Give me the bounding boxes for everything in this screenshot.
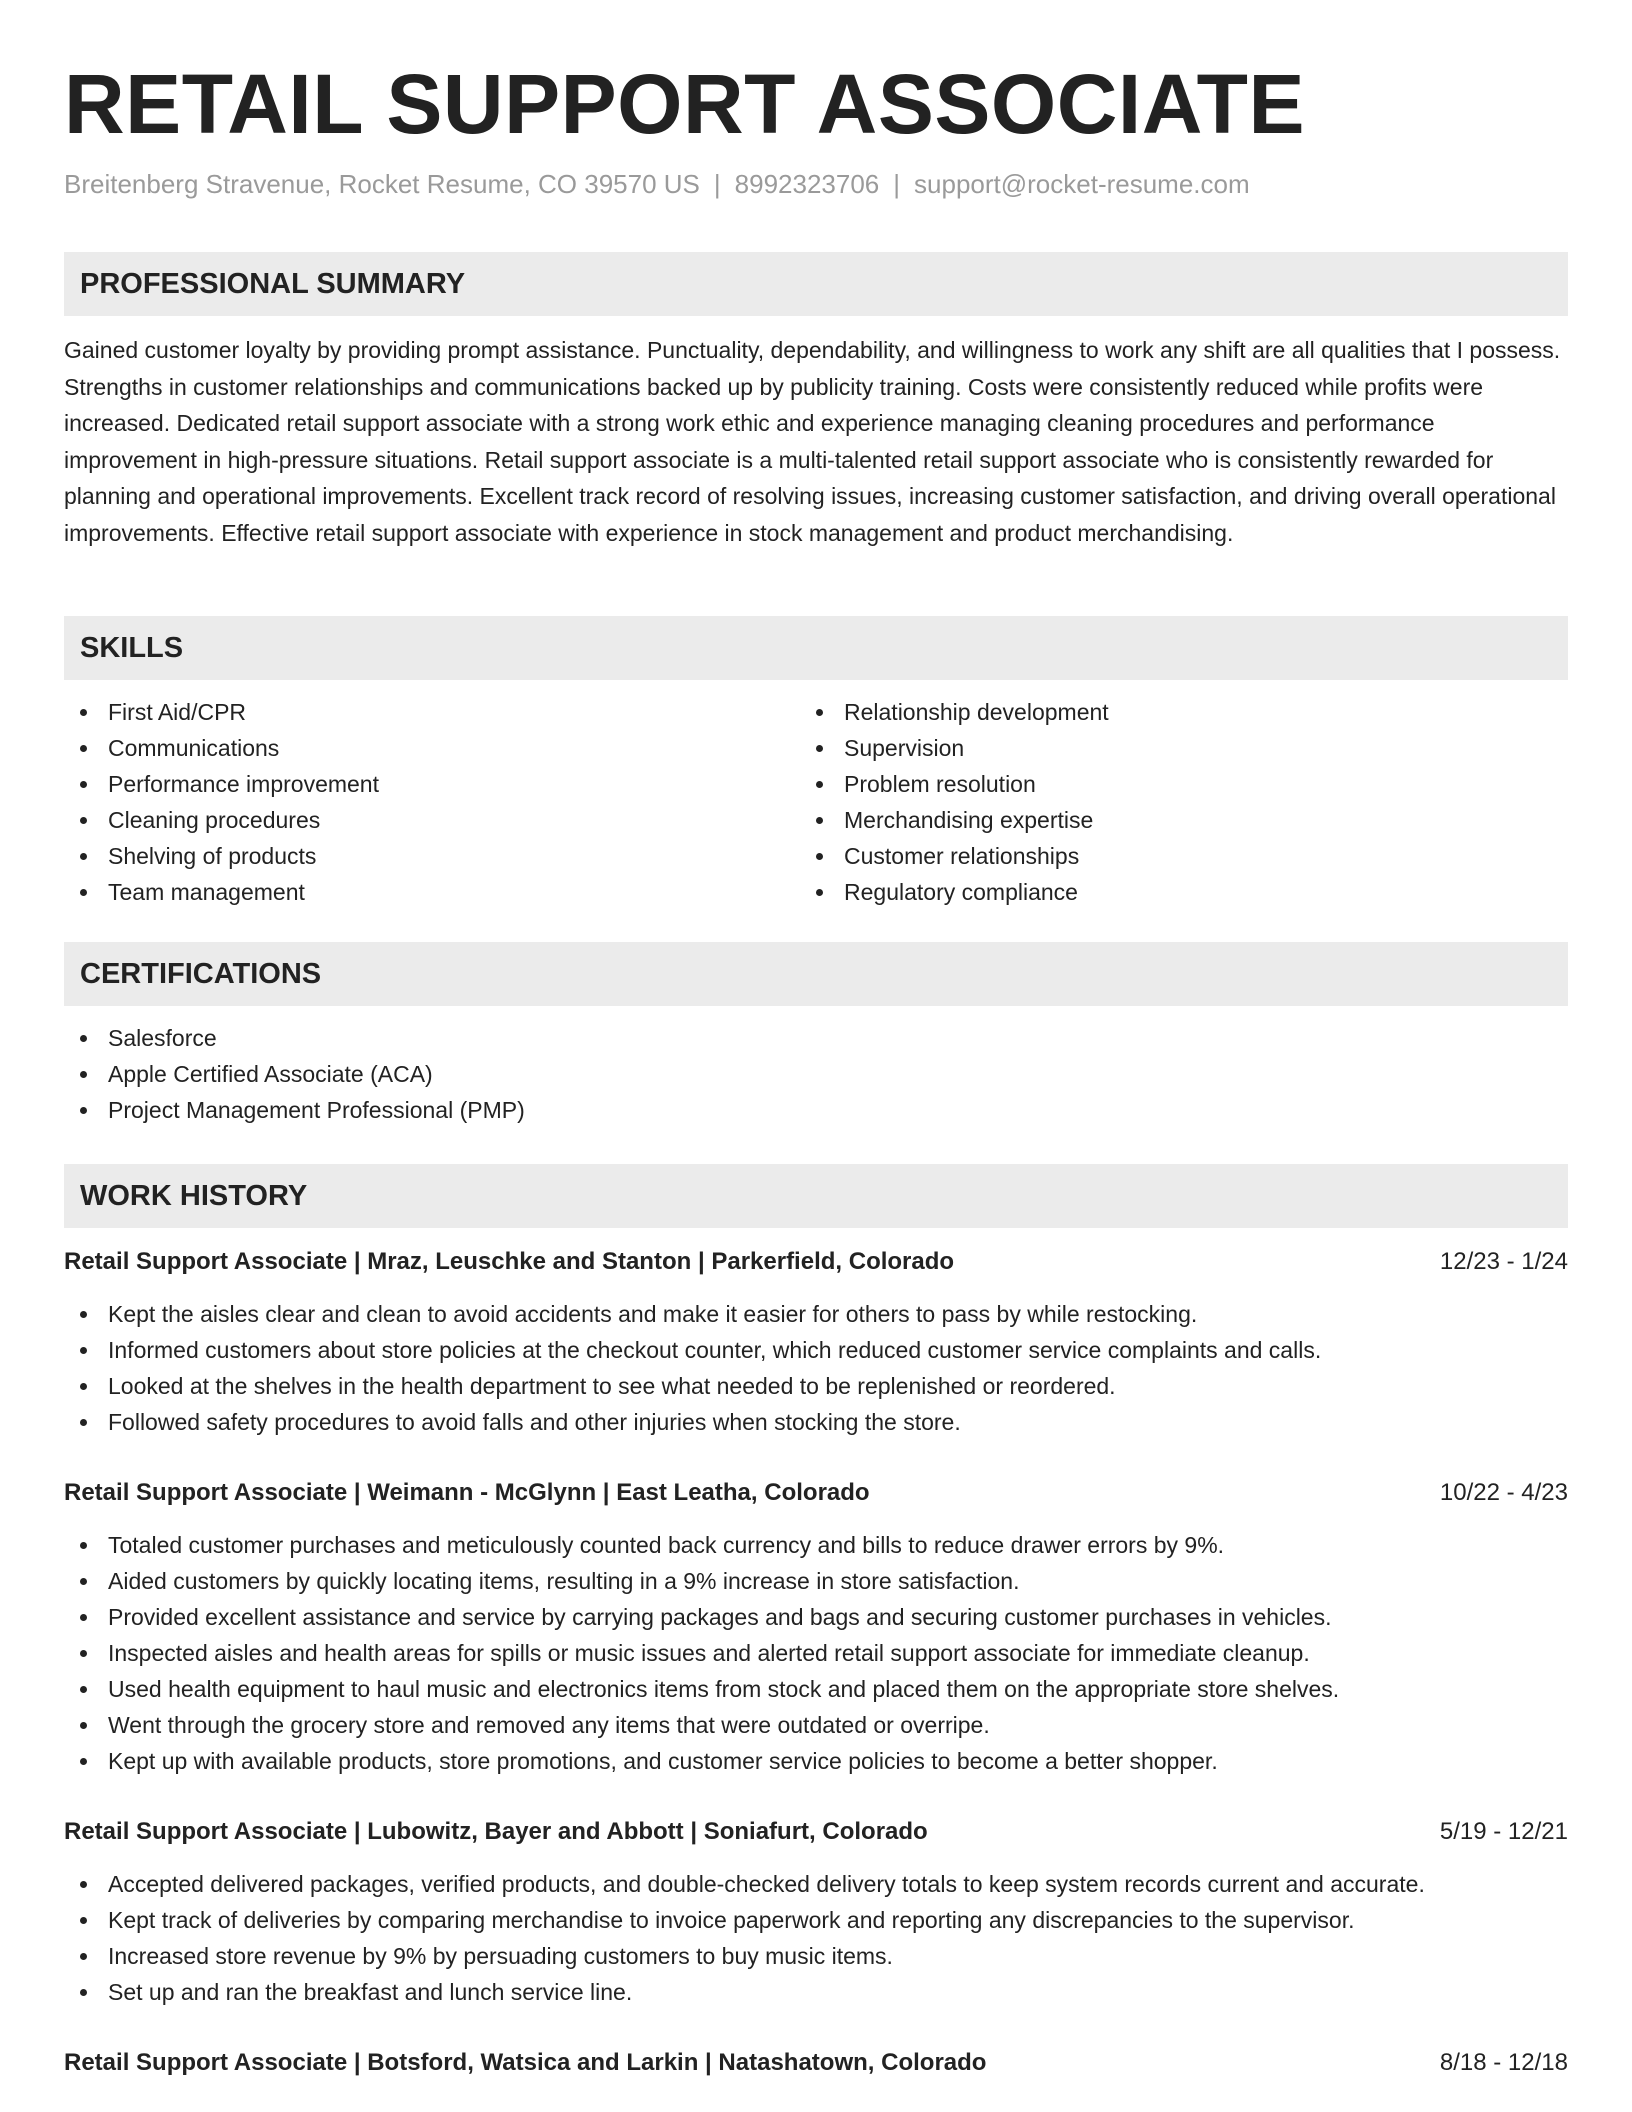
job-bullet: Informed customers about store policies at the checkout counter, which reduced customer service complaints and calls. <box>64 1332 1321 1368</box>
skill-item: Problem resolution <box>800 766 1109 802</box>
job-bullet: Totaled customer purchases and meticulously counted back currency and bills to reduce drawer errors by 9%. <box>64 1527 1339 1563</box>
job-bullet: Looked at the shelves in the health department to see what needed to be replenished or reordered. <box>64 1368 1321 1404</box>
certification-item: Salesforce <box>64 1020 525 1056</box>
certifications-list <box>64 1020 525 1128</box>
job-bullet: Provided excellent assistance and service by carrying packages and bags and securing customer purchases in vehicles. <box>64 1599 1339 1635</box>
resume-name: RETAIL SUPPORT ASSOCIATE <box>64 57 1305 151</box>
job-title: Retail Support Associate | Weimann - McGlynn | East Leatha, Colorado <box>64 1479 870 1506</box>
summary-heading: PROFESSIONAL SUMMARY <box>80 268 466 300</box>
skill-item: Communications <box>64 730 379 766</box>
skills-section-header <box>64 616 1568 680</box>
summary-text: Gained customer loyalty by providing prompt assistance. Punctuality, dependability, and willingness to work any shift are all qualities that I possess. Strengths in customer relationships and communications backed up by publicity training. Costs were consistently reduced while profits were increased. Dedicated retail support associate with a strong work ethic and experience managing cleaning procedures and performance improvement in high-pressure situations. Retail support associate is a multi-talented retail support associate who is consistently rewarded for planning and operational improvements. Excellent track record of resolving issues, increasing customer satisfaction, and driving overall operational improvements. Effective retail support associate with experience in stock management and product merchandising. <box>64 337 1561 546</box>
certifications-heading: CERTIFICATIONS <box>80 958 322 990</box>
job-bullets <box>64 1527 1339 1779</box>
job-bullet: Increased store revenue by 9% by persuading customers to buy music items. <box>64 1938 1425 1974</box>
contact-email[interactable]: support@rocket-resume.com <box>914 169 1250 199</box>
job-bullet: Used health equipment to haul music and electronics items from stock and placed them on the appropriate store shelves. <box>64 1671 1339 1707</box>
skills-heading: SKILLS <box>80 632 184 664</box>
skills-list-right <box>800 694 1109 910</box>
certification-item: Apple Certified Associate (ACA) <box>64 1056 525 1092</box>
work-history-section-header <box>64 1164 1568 1228</box>
job-dates: 12/23 - 1/24 <box>1439 1248 1568 1275</box>
contact-address: Breitenberg Stravenue, Rocket Resume, CO 39570 US <box>64 169 700 199</box>
work-history-heading: WORK HISTORY <box>80 1180 308 1212</box>
skills-list-left <box>64 694 379 910</box>
job-title: Retail Support Associate | Lubowitz, Bayer and Abbott | Soniafurt, Colorado <box>64 1818 928 1845</box>
job-bullet: Set up and ran the breakfast and lunch service line. <box>64 1974 1425 2010</box>
job-bullet: Kept track of deliveries by comparing merchandise to invoice paperwork and reporting any discrepancies to the supervisor. <box>64 1902 1425 1938</box>
certification-item: Project Management Professional (PMP) <box>64 1092 525 1128</box>
certifications-section-header <box>64 942 1568 1006</box>
job-bullet: Kept up with available products, store promotions, and customer service policies to become a better shopper. <box>64 1743 1339 1779</box>
skill-item: Cleaning procedures <box>64 802 379 838</box>
job-bullet: Accepted delivered packages, verified products, and double-checked delivery totals to keep system records current and accurate. <box>64 1866 1425 1902</box>
skill-item: Customer relationships <box>800 838 1109 874</box>
job-bullet: Followed safety procedures to avoid falls and other injuries when stocking the store. <box>64 1404 1321 1440</box>
contact-separator: | <box>713 169 721 199</box>
skill-item: Shelving of products <box>64 838 379 874</box>
skill-item: Merchandising expertise <box>800 802 1109 838</box>
contact-phone: 8992323706 <box>734 169 880 199</box>
skill-item: Team management <box>64 874 379 910</box>
job-bullet: Went through the grocery store and removed any items that were outdated or overripe. <box>64 1707 1339 1743</box>
skill-item: First Aid/CPR <box>64 694 379 730</box>
job-bullet: Kept the aisles clear and clean to avoid accidents and make it easier for others to pass by while restocking. <box>64 1296 1321 1332</box>
skill-item: Regulatory compliance <box>800 874 1109 910</box>
job-bullets <box>64 1866 1425 2010</box>
contact-separator: | <box>893 169 901 199</box>
skill-item: Supervision <box>800 730 1109 766</box>
skill-item: Performance improvement <box>64 766 379 802</box>
job-bullet: Aided customers by quickly locating items, resulting in a 9% increase in store satisfaction. <box>64 1563 1339 1599</box>
job-dates: 5/19 - 12/21 <box>1439 1818 1568 1845</box>
job-title: Retail Support Associate | Botsford, Watsica and Larkin | Natashatown, Colorado <box>64 2049 987 2076</box>
contact-line <box>64 166 1250 202</box>
job-bullet: Inspected aisles and health areas for spills or music issues and alerted retail support associate for immediate cleanup. <box>64 1635 1339 1671</box>
summary-section-header <box>64 252 1568 316</box>
job-title: Retail Support Associate | Mraz, Leuschke and Stanton | Parkerfield, Colorado <box>64 1248 955 1275</box>
job-dates: 8/18 - 12/18 <box>1439 2049 1568 2076</box>
skill-item: Relationship development <box>800 694 1109 730</box>
job-dates: 10/22 - 4/23 <box>1439 1479 1568 1506</box>
job-bullets <box>64 1296 1321 1440</box>
